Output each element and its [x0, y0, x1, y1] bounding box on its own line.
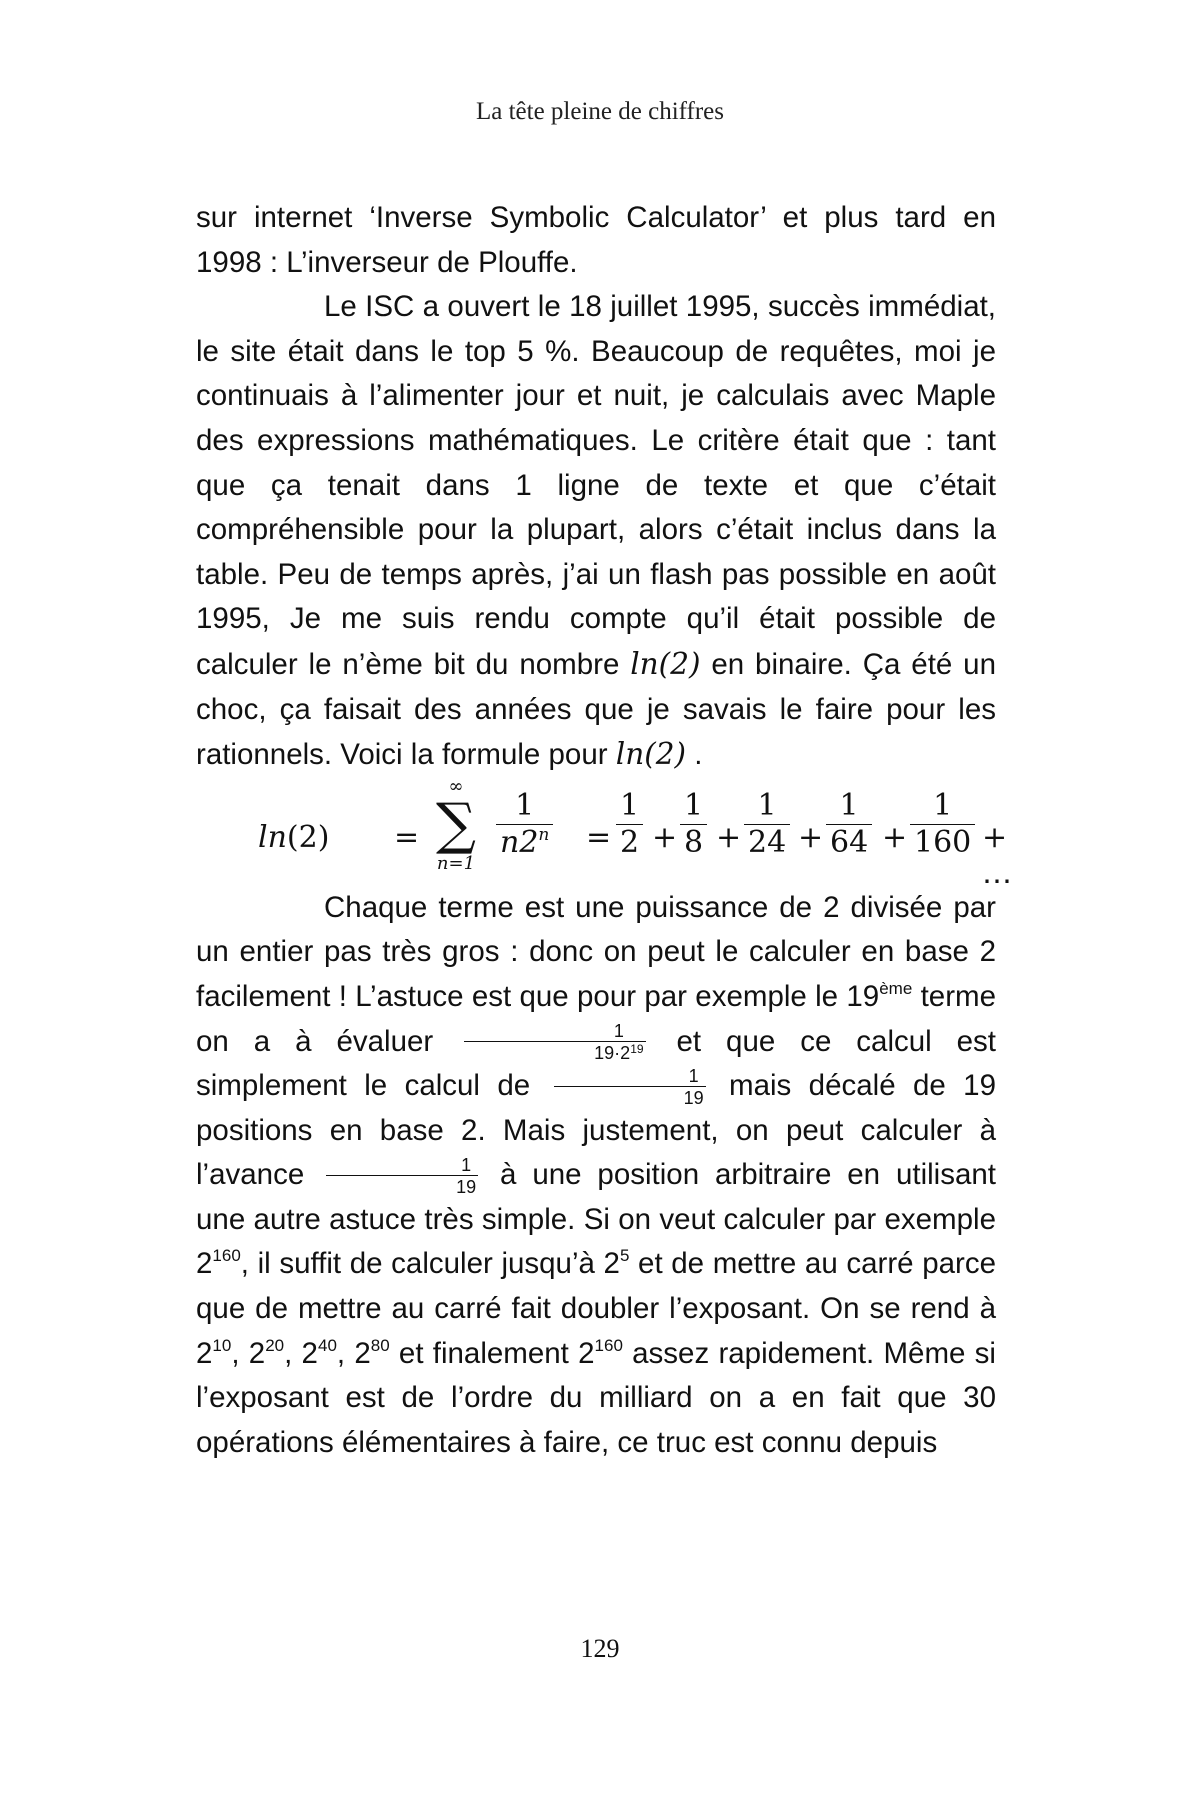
page-number: 129	[580, 1634, 620, 1663]
term-fraction: $\frac{1}{160}$	[910, 788, 975, 861]
ln2-series-formula	[196, 775, 1012, 900]
superscript-eme: ème	[879, 978, 913, 998]
exponent: 10	[212, 1335, 232, 1355]
exponent: 5	[619, 1246, 630, 1266]
running-head: La tête pleine de chiffres	[475, 98, 725, 125]
term-fraction: $\frac{1}{64}$	[826, 788, 872, 861]
sum-lower-limit: n=1	[436, 852, 476, 874]
paragraph-1: sur internet ‘Inverse Symbolic Calculator’ et plus tard en 1998 : L’inverseur de Plouffe.	[196, 201, 996, 279]
plus-sign: +	[716, 819, 742, 855]
paragraph-3: Chaque terme est une puissance de 2 divisée par un entier pas très gros : donc on peut le calculer en base 2 facilement ! L’astuce est que pour par exemple le 19ème terme on a à évaluer $\frac{1}{19\cdot 2^{19}}$ et que ce calcul est simplement le calcul de $\frac{1}{19}$ mais décalé de 19 positions en base 2. Mais justement, on peut calculer à l’avance $\frac{1}{19}$ à une position arbitraire en utilisant une autre astuce très simple. Si on veut calculer par exemple $2^{160}$, il suffit de calculer jusqu’à $2^5$ et de mettre au carré parce que de mettre au carré fait doubler l’exposant. On se rend à $2^{10}$, $2^{20}$, $2^{40}$, $2^{80}$ et finalement $2^{160}$ assez rapidement. Même si l’exposant est de l’ordre du milliard on a en fait que 30 opérations élémentaires à faire, ce truc est connu depuis	[196, 890, 997, 1459]
paragraph-2-text-c: .	[686, 738, 703, 772]
paragraph-2-text-b: en binaire. Ça été un choc, ça faisait des années que je savais le faire pour les rationnels. Voici la formule pour	[196, 647, 996, 772]
inline-fraction-1-over-19: $\frac{1}{19}$	[326, 1156, 478, 1197]
exponent: 40	[317, 1335, 337, 1355]
general-term-numerator: 1	[515, 787, 535, 823]
plus-sign: +	[798, 819, 824, 855]
exponent: 80	[370, 1335, 390, 1355]
general-term-denominator: n2$^n$	[496, 824, 553, 861]
formula-equals-1: =	[394, 819, 420, 855]
term-fraction: $\frac{1}{2}$	[616, 788, 643, 861]
exponent: 160	[594, 1335, 623, 1355]
sigma-symbol: ∑	[436, 791, 476, 857]
inline-fraction-1-over-19-2-19: $\frac{1}{19\cdot 2^{19}}$	[464, 1022, 645, 1063]
formula-lhs-fn: ln	[258, 819, 287, 855]
term-fraction: $\frac{1}{8}$	[680, 788, 707, 861]
term-fraction: $\frac{1}{24}$	[744, 788, 790, 861]
formula-lhs	[258, 816, 329, 861]
exponent: 160	[212, 1246, 241, 1266]
exponent: 20	[265, 1335, 285, 1355]
inline-math-ln2: ln(2)	[615, 737, 687, 772]
general-term-fraction	[496, 788, 553, 861]
plus-sign: +	[882, 819, 908, 855]
paragraph-2-text-a: Le ISC a ouvert le 18 juillet 1995, succès immédiat, le site était dans le top 5 %. Beaucoup de requêtes, moi je continuais à l’alimenter jour et nuit, je calculais avec Maple des expressions mathématiques. Le critère était que : tant que ça tenait dans 1 ligne de texte et que c’était compréhensible pour la plupart, alors c’était inclus dans la table. Peu de temps après, j’ai un flash pas possible en août 1995, Je me suis rendu compte qu’il était possible de calculer le n’ème bit du nombre	[196, 290, 996, 681]
formula-lhs-arg: (2)	[286, 819, 330, 855]
formula-ellipsis: + ⋯	[982, 819, 1012, 900]
plus-sign: +	[652, 819, 678, 855]
sum-upper-limit: ∞	[448, 775, 464, 797]
body-text	[196, 196, 1012, 1465]
formula-equals-2: =	[586, 819, 612, 855]
inline-math-ln2: ln(2)	[630, 646, 701, 681]
inline-fraction-1-over-19: $\frac{1}{19}$	[554, 1067, 706, 1108]
paragraph-2	[196, 285, 996, 778]
summation	[424, 775, 488, 874]
